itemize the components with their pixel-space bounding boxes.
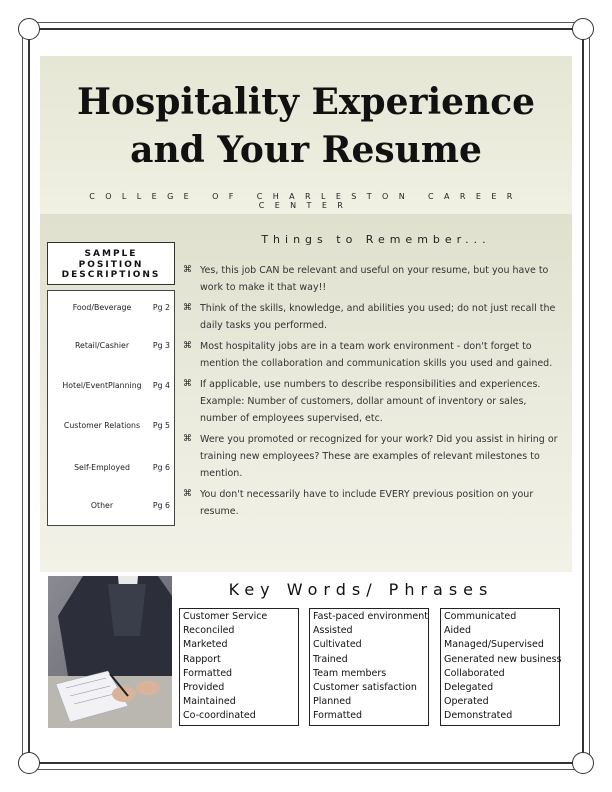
list-item: Fast-paced environment bbox=[313, 611, 428, 622]
page-subtitle: COLLEGE OF CHARLESTON CAREER CENTER bbox=[89, 192, 523, 210]
command-key-bullet-icon: ⌘ bbox=[183, 341, 192, 351]
businesswoman-writing-photo bbox=[48, 576, 172, 728]
sample-item-page: Pg 4 bbox=[152, 381, 170, 390]
list-item: Assisted bbox=[313, 625, 353, 637]
bullet-text: Think of the skills, knowledge, and abilities you used; do not just recall the daily tasks you performed. bbox=[200, 303, 556, 331]
command-key-bullet-icon: ⌘ bbox=[183, 265, 192, 275]
list-item bbox=[183, 338, 558, 372]
frame-corner-ornament bbox=[18, 18, 40, 40]
sample-item-page: Pg 6 bbox=[152, 501, 170, 510]
command-key-bullet-icon: ⌘ bbox=[183, 489, 192, 499]
list-item: Demonstrated bbox=[444, 710, 513, 722]
list-item: Customer Service bbox=[183, 611, 268, 622]
command-key-bullet-icon: ⌘ bbox=[183, 434, 192, 444]
list-item: Collaborated bbox=[444, 667, 505, 679]
things-to-remember-list bbox=[183, 262, 558, 524]
things-to-remember-heading: Things to Remember... bbox=[261, 233, 491, 246]
sample-item-name: Retail/Cashier bbox=[74, 341, 130, 350]
list-item bbox=[183, 486, 558, 520]
list-item: Generated new business bbox=[444, 653, 562, 665]
list-item bbox=[183, 376, 558, 427]
list-item: Formatted bbox=[183, 667, 233, 679]
list-item: Aided bbox=[444, 625, 472, 637]
list-item: Reconciled bbox=[183, 625, 235, 637]
list-item bbox=[183, 431, 558, 482]
sample-heading-line: SAMPLE bbox=[84, 249, 138, 259]
command-key-bullet-icon: ⌘ bbox=[183, 303, 192, 313]
sample-heading-line: POSITION bbox=[78, 259, 144, 270]
list-item: Trained bbox=[313, 653, 348, 665]
bullet-text: If applicable, use numbers to describe responsibilities and experiences. Example: Number of customers, dollar amount of inventory or sales, number of employees supervised, etc. bbox=[200, 379, 541, 424]
sample-item-name: Hotel/EventPlanning bbox=[62, 381, 142, 390]
frame-corner-ornament bbox=[572, 752, 594, 774]
sample-item-page: Pg 6 bbox=[152, 463, 170, 472]
sample-heading-line: DESCRIPTIONS bbox=[61, 270, 161, 280]
sample-item-page: Pg 5 bbox=[152, 421, 170, 430]
command-key-bullet-icon: ⌘ bbox=[183, 379, 192, 389]
list-item: Delegated bbox=[444, 682, 494, 694]
list-item: Maintained bbox=[183, 696, 236, 708]
frame-corner-ornament bbox=[572, 18, 594, 40]
list-item bbox=[183, 300, 558, 334]
list-item: Customer satisfaction bbox=[313, 682, 417, 694]
list-item: Marketed bbox=[183, 639, 228, 651]
page-title bbox=[40, 78, 572, 174]
list-item: Co-coordinated bbox=[183, 710, 256, 722]
keywords-column-1 bbox=[179, 608, 299, 726]
sample-item-name: Customer Relations bbox=[63, 421, 141, 430]
key-words-heading: Key Words/ Phrases bbox=[228, 580, 494, 599]
list-item: Cultivated bbox=[313, 639, 362, 651]
sample-item-name: Self-Employed bbox=[74, 463, 130, 472]
sample-item-page: Pg 2 bbox=[152, 303, 170, 312]
keywords-column-2 bbox=[309, 608, 429, 726]
page-title-line2: and Your Resume bbox=[130, 129, 482, 171]
frame-corner-ornament bbox=[18, 752, 40, 774]
sample-item-name: Other bbox=[90, 501, 114, 510]
list-item: Team members bbox=[313, 667, 387, 679]
list-item: Managed/Supervised bbox=[444, 639, 544, 651]
sample-item-name: Food/Beverage bbox=[72, 303, 132, 312]
bullet-text: Were you promoted or recognized for your work? Did you assist in hiring or training new employees? These are examples of relevant milestones to mention. bbox=[200, 434, 558, 479]
keywords-column-3 bbox=[440, 608, 560, 726]
list-item: Provided bbox=[183, 682, 225, 694]
list-item: Operated bbox=[444, 696, 489, 708]
list-item bbox=[183, 262, 558, 296]
sample-descriptions-heading bbox=[47, 242, 175, 285]
bullet-text: You don't necessarily have to include EVERY previous position on your resume. bbox=[200, 489, 534, 517]
sample-descriptions-list bbox=[47, 290, 175, 526]
photo-illustration bbox=[48, 576, 172, 728]
list-item: Planned bbox=[313, 696, 352, 708]
sample-item-page: Pg 3 bbox=[152, 341, 170, 350]
list-item: Rapport bbox=[183, 653, 221, 665]
page-title-line1: Hospitality Experience bbox=[76, 81, 536, 123]
bullet-text: Most hospitality jobs are in a team work environment - don't forget to mention the collaboration and communication skills you used and gained. bbox=[200, 341, 553, 369]
list-item: Communicated bbox=[444, 611, 517, 622]
list-item: Formatted bbox=[313, 710, 363, 722]
bullet-text: Yes, this job CAN be relevant and useful on your resume, but you have to work to make it that way!! bbox=[200, 265, 549, 293]
